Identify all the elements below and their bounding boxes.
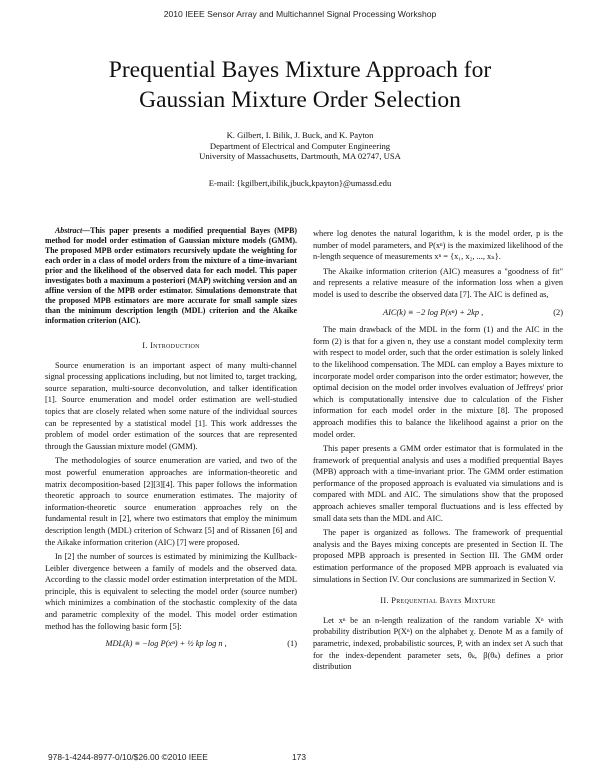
- page-number: 173: [292, 752, 306, 762]
- eq1-explanation: where log denotes the natural logarithm, k is the model order, p is the number of model parameters, and P(xⁿ) is the maximized likelihood of the n-length sequence of measurements xⁿ = {x₁, x₂, ..., xₙ}.: [313, 229, 563, 262]
- section2-paragraph: Let xⁿ be an n-length realization of the random variable Xⁿ with probability distribution P(Xⁿ) on the alphabet χ. Denote M as a family of parametric, indexed, probabilistic sources, P, with an index set Λ such that for the index-dependent parameter sets, θₖ, β(θₖ) defines a prior distribution: [313, 615, 563, 672]
- page-footer: [48, 752, 306, 762]
- footer-isbn: 978-1-4244-8977-0/10/$26.00 ©2010 IEEE: [48, 752, 208, 762]
- equation-mdl: [45, 638, 297, 650]
- right-column: [313, 228, 563, 676]
- paper-title: [40, 55, 560, 115]
- affiliation-university: University of Massachusetts, Dartmouth, MA 02747, USA: [199, 151, 401, 162]
- intro-paragraph-3: In [2] the number of sources is estimated by minimizing the Kullback-Leibler divergence between a family of models and the observed data. According to the classic model order estimation interpretation of the MDL principle, this is equivalent to selecting the model order (source number) which minimizes a combination of the stochastic complexity of the data and parametric complexity of the model. This model order estimation method has the following basic form [5]:: [45, 552, 297, 631]
- left-column: [45, 226, 297, 656]
- drawback-paragraph: The main drawback of the MDL in the form (1) and the AIC in the form (2) is that for a given n, they use a constant model complexity term with respect to model order, such that the order estimation is solely linked to the likelihood compensation. The MDL can employ a Bayes mixture to incorporate model order comparison into the order estimator; however, the optimal decision on the model order involves evaluation of Jeffreys' prior which is computationally intensive due to calculation of the Fisher information for each model order in the mixture [8]. The proposed approach modifies this to balance the likelihood against a prior on the model order.: [313, 325, 563, 439]
- section-heading-introduction: I. Introduction: [142, 341, 200, 350]
- author-block: [0, 130, 600, 162]
- conference-header: 2010 IEEE Sensor Array and Multichannel Signal Processing Workshop: [163, 9, 437, 19]
- equation-mdl-number: (1): [287, 639, 297, 649]
- abstract: [45, 226, 297, 326]
- abstract-lead: Abstract: [55, 226, 83, 235]
- equation-aic-formula: AIC(k) ≡ −2 log P(xⁿ) + 2kp ,: [383, 307, 484, 317]
- title-line-1: Prequential Bayes Mixture Approach for: [108, 57, 492, 83]
- author-email: E-mail: {kgilbert,ibilik,jbuck,kpayton}@umassd.edu: [208, 178, 392, 188]
- affiliation-department: Department of Electrical and Computer Engineering: [209, 140, 391, 151]
- title-line-2: Gaussian Mixture Order Selection: [139, 87, 461, 113]
- abstract-body: —This paper presents a modified prequential Bayes (MPB) method for model order estimation of Gaussian mixture models (GMM). The proposed MPB order estimators recursively update the weighting for each order in a class of model orders from the mixture of a time-invariant prior and the likelihood of the observed data for each model. This paper investigates both a maximum a posteriori (MAP) switching version and an affine version of the MPB order estimator. Simulations demonstrate that the proposed MPB estimators are more accurate for small sample sizes than the minimum description length (MDL) criterion and the Akaike information criterion (AIC).: [45, 226, 297, 325]
- intro-paragraph-2: The methodologies of source enumeration are varied, and two of the most powerful enumeration approaches are information-theoretic and matrix decomposition-based [2][3][4]. This paper follows the information theoretic approach to source enumeration estimates. The majority of information-theoretic source enumeration approaches rely on the fundamental result in [2], where two estimators that employ the minimum description length (MDL) criterion of Schwarz [5] and of Rissanen [6] and the Aikake information criterion (AIC) [7] were proposed.: [45, 456, 297, 547]
- organization-paragraph: The paper is organized as follows. The framework of prequential analysis and the Bayes mixing concepts are presented in Section II. The proposed MPB approach is presented in Section III. The GMM order estimation performance of the proposed MPB approach is evaluated via simulations in Section IV. Our conclusions are summarized in Section V.: [313, 528, 563, 584]
- author-names: K. Gilbert, I. Bilik, J. Buck, and K. Payton: [226, 130, 374, 140]
- intro-paragraph-1: Source enumeration is an important aspect of many multi-channel signal processing applications including, but not limited to, target tracking, source separation, multi-source deconvolution, and talker identification [1]. Source enumeration and model order estimation are well-studied topics that are closely related when some nature of the individual sources can be represented by a statistical model [1]. This work addresses the problem of model order estimation of the sources that are represented through the Gaussian mixture model (GMM).: [45, 360, 297, 451]
- contribution-paragraph: This paper presents a GMM order estimator that is formulated in the framework of prequential analysis and uses a modified prequential Bayes (MPB) approach with a time-invariant prior. The GMM order estimation performance of the proposed approach is evaluated via simulations and is compared with MDL and AIC. The simulations show that the proposed approach achieves smaller temporal fluctuations and is less effected by small data sets than the MDL and AIC.: [313, 444, 563, 523]
- equation-aic: [313, 307, 563, 319]
- equation-mdl-formula: MDL(k) ≡ −log P(xⁿ) + ½ kp log n ,: [105, 639, 227, 649]
- section-heading-prequential: II. Prequential Bayes Mixture: [380, 596, 496, 606]
- equation-aic-number: (2): [553, 307, 563, 317]
- aic-paragraph: The Akaike information criterion (AIC) measures a "goodness of fit" and represents a relative measure of the information loss when a given model is used to describe the observed data [7]. The AIC is defined as,: [313, 266, 563, 299]
